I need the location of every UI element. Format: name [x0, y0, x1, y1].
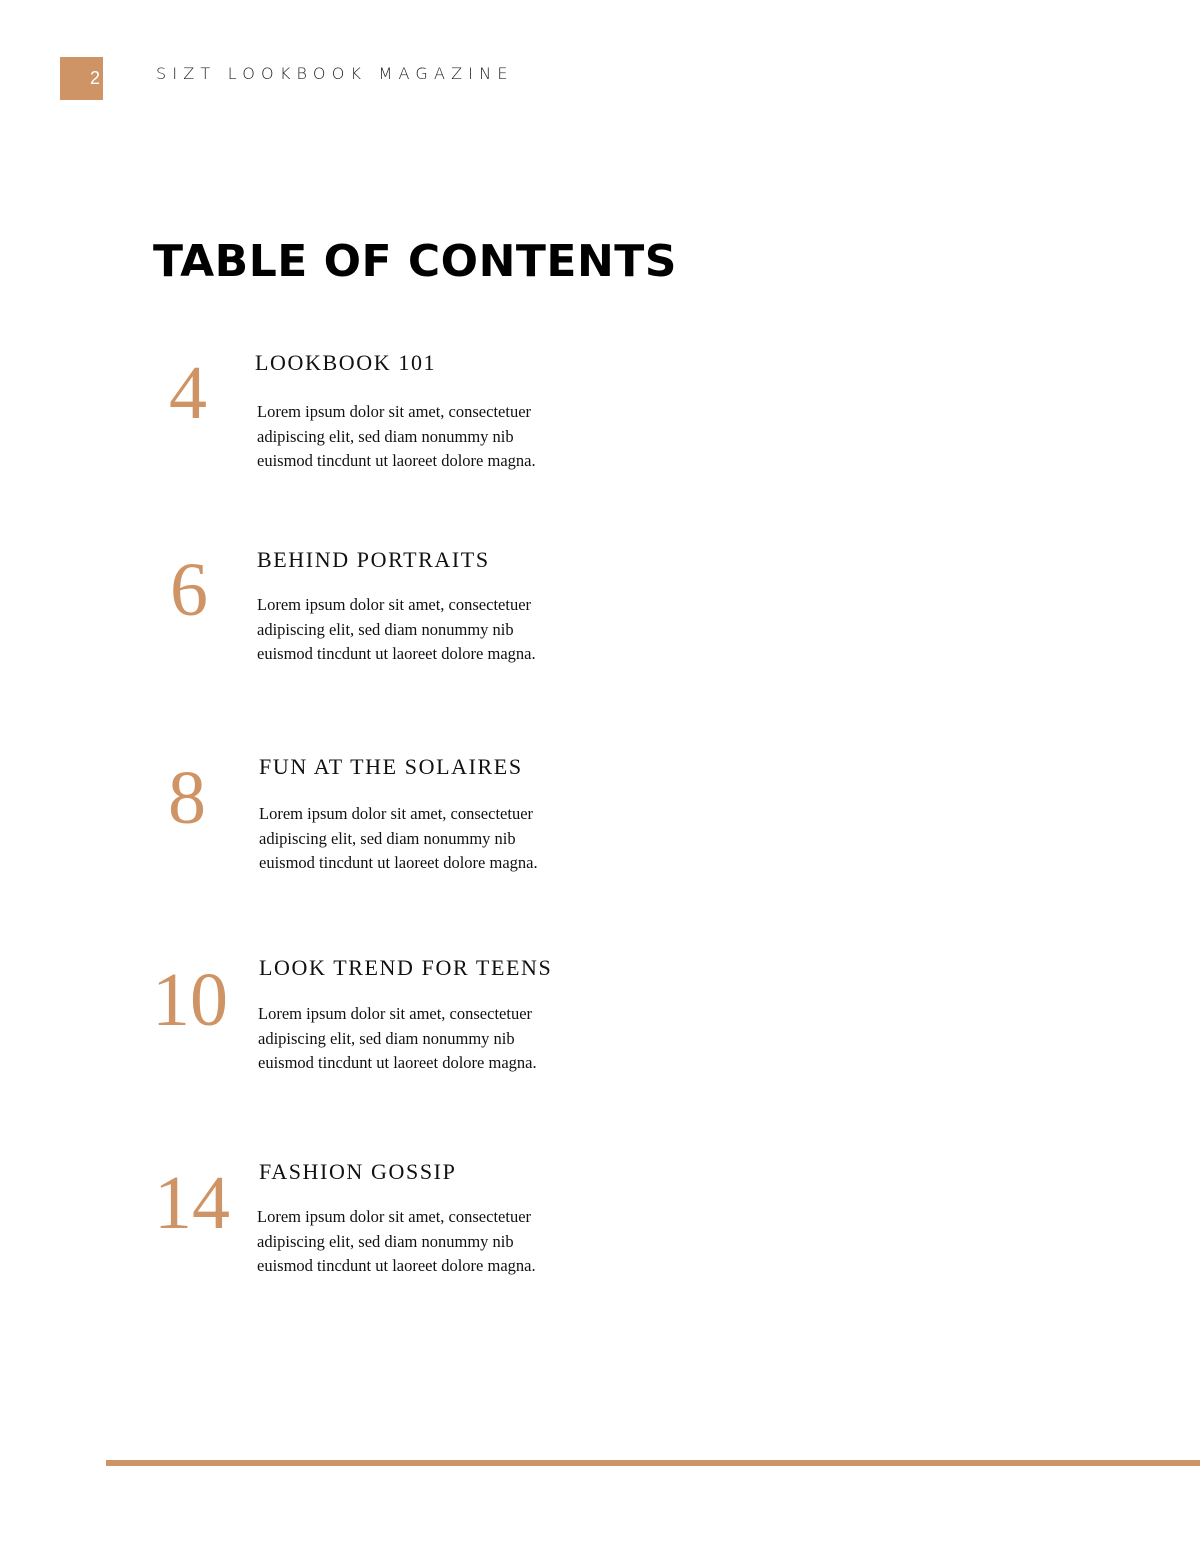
page-title: TABLE OF CONTENTS [153, 236, 677, 287]
description-line: euismod tincdunt ut laoreet dolore magna. [257, 644, 536, 663]
description-line: adipiscing elit, sed diam nonummy nib [257, 619, 514, 639]
description-line: adipiscing elit, sed diam nonummy nib [259, 828, 516, 848]
entry-page-number: 14 [154, 1161, 230, 1245]
magazine-name: SIZT LOOKBOOK MAGAZINE [156, 64, 514, 83]
description-line: Lorem ipsum dolor sit amet, consectetuer [257, 1207, 532, 1226]
description-line: euismod tincdunt ut laoreet dolore magna. [257, 1256, 536, 1275]
description-line: Lorem ipsum dolor sit amet, consectetuer [258, 1004, 533, 1023]
entry-title: FASHION GOSSIP [259, 1159, 457, 1184]
entry-title: FUN AT THE SOLAIRES [259, 754, 523, 779]
entry-description [257, 400, 577, 474]
description-line: adipiscing elit, sed diam nonummy nib [257, 426, 514, 446]
entry-description [259, 802, 579, 876]
description-line: Lorem ipsum dolor sit amet, consectetuer [259, 804, 534, 823]
footer-rule [106, 1460, 1200, 1466]
description-line: Lorem ipsum dolor sit amet, consectetuer [257, 402, 532, 421]
entry-page-number: 6 [170, 548, 208, 632]
entry-description [258, 1002, 578, 1076]
entry-page-number: 8 [168, 756, 206, 840]
description-line: euismod tincdunt ut laoreet dolore magna. [257, 451, 536, 470]
entry-title: LOOK TREND FOR TEENS [259, 955, 553, 980]
entry-title: LOOKBOOK 101 [255, 350, 437, 375]
description-line: Lorem ipsum dolor sit amet, consectetuer [257, 595, 532, 614]
entry-page-number: 10 [152, 958, 228, 1042]
description-line: adipiscing elit, sed diam nonummy nib [257, 1231, 514, 1251]
entry-title: BEHIND PORTRAITS [257, 547, 490, 572]
description-line: euismod tincdunt ut laoreet dolore magna. [258, 1053, 537, 1072]
entry-description [257, 593, 577, 667]
description-line: adipiscing elit, sed diam nonummy nib [258, 1028, 515, 1048]
entry-page-number: 4 [169, 351, 207, 435]
description-line: euismod tincdunt ut laoreet dolore magna. [259, 853, 538, 872]
page-number-badge: 2 [60, 57, 103, 100]
entry-description [257, 1205, 577, 1279]
